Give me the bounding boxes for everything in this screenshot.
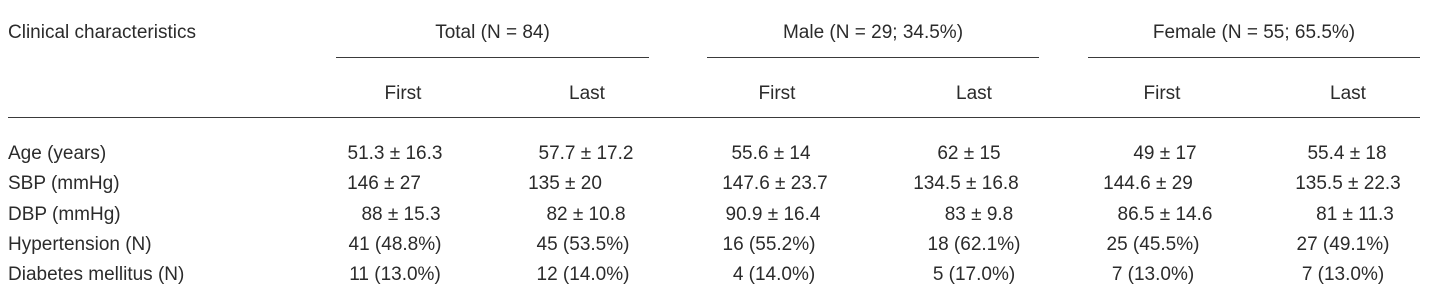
table-cell: 4 (14.0%)	[732, 264, 816, 285]
header-clinical-characteristics: Clinical characteristics	[8, 22, 196, 43]
row-label-dbp: DBP (mmHg)	[8, 204, 121, 225]
table-cell: 12 (14.0%)	[536, 264, 630, 285]
table-cell: 18 (62.1%)	[927, 234, 1021, 255]
table-cell: 41 (48.8%)	[348, 234, 442, 255]
table-cell: 45 (53.5%)	[536, 234, 630, 255]
table-cell: 49 ± 17	[1133, 143, 1197, 164]
table-cell: 82 ± 10.8	[546, 204, 626, 225]
table-cell: 135 ± 20	[528, 173, 602, 194]
table-cell: 7 (13.0%)	[1301, 264, 1385, 285]
subheader-female-last: Last	[1330, 83, 1366, 104]
row-label-sbp: SBP (mmHg)	[8, 173, 120, 194]
subheader-total-last: Last	[569, 83, 605, 104]
row-label-age: Age (years)	[8, 143, 107, 164]
table-cell: 25 (45.5%)	[1106, 234, 1200, 255]
subheader-total-first: First	[384, 83, 422, 104]
table-cell: 134.5 ± 16.8	[913, 173, 1019, 194]
row-label-hypertension: Hypertension (N)	[8, 234, 152, 255]
table-cell: 27 (49.1%)	[1296, 234, 1390, 255]
subheader-male-last: Last	[956, 83, 992, 104]
table-cell: 86.5 ± 14.6	[1117, 204, 1213, 225]
table-cell: 11 (13.0%)	[349, 264, 441, 285]
table-cell: 55.4 ± 18	[1307, 143, 1387, 164]
table-cell: 5 (17.0%)	[932, 264, 1016, 285]
group-rule-total	[336, 57, 649, 58]
table-cell: 147.6 ± 23.7	[722, 173, 828, 194]
table-cell: 7 (13.0%)	[1111, 264, 1195, 285]
table-cell: 146 ± 27	[347, 173, 421, 194]
header-rule	[8, 117, 1420, 118]
table-cell: 55.6 ± 14	[731, 143, 811, 164]
table-cell: 90.9 ± 16.4	[725, 204, 821, 225]
group-rule-male	[707, 57, 1039, 58]
group-header-male: Male (N = 29; 34.5%)	[782, 22, 964, 43]
table-cell: 57.7 ± 17.2	[538, 143, 634, 164]
table-cell: 88 ± 15.3	[361, 204, 441, 225]
group-header-female: Female (N = 55; 65.5%)	[1152, 22, 1356, 43]
subheader-male-first: First	[758, 83, 796, 104]
table-cell: 16 (55.2%)	[722, 234, 816, 255]
subheader-female-first: First	[1143, 83, 1181, 104]
table-cell: 83 ± 9.8	[944, 204, 1014, 225]
table-cell: 135.5 ± 22.3	[1295, 173, 1401, 194]
table-cell: 144.6 ± 29	[1103, 173, 1193, 194]
group-rule-female	[1088, 57, 1420, 58]
row-label-diabetes: Diabetes mellitus (N)	[8, 264, 185, 285]
table-cell: 81 ± 11.3	[1316, 204, 1394, 225]
table-cell: 51.3 ± 16.3	[347, 143, 443, 164]
group-header-total: Total (N = 84)	[435, 22, 550, 43]
table-cell: 62 ± 15	[937, 143, 1001, 164]
